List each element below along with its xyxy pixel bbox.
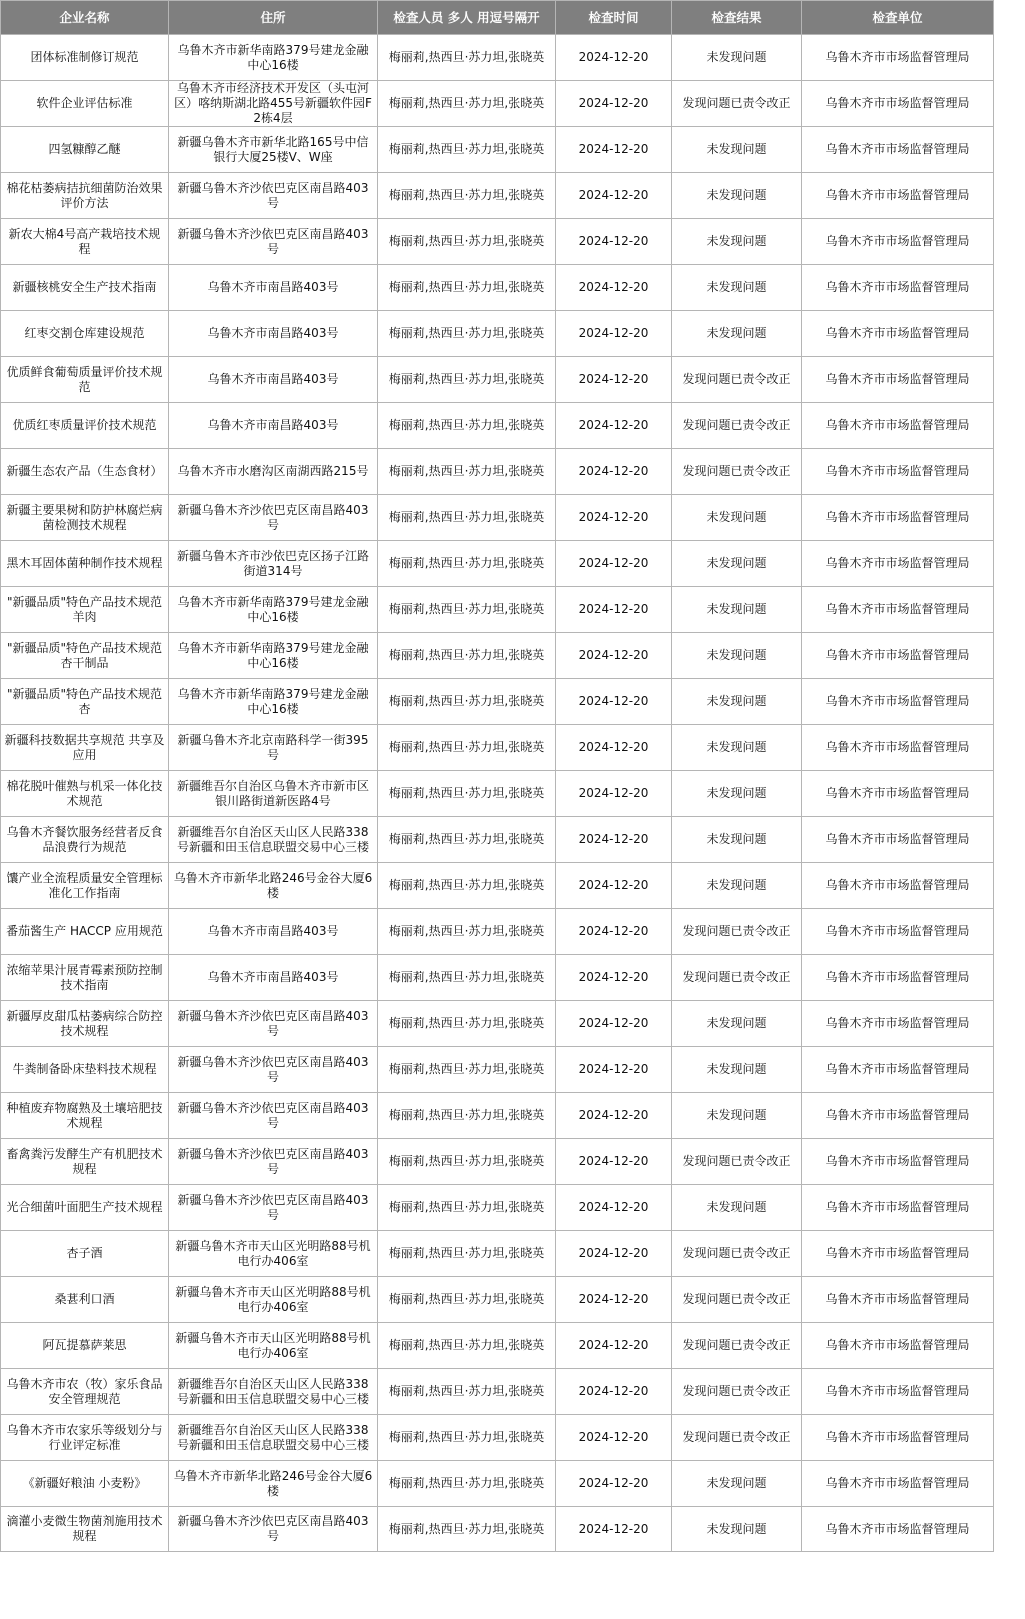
cell-inspection-result: 未发现问题: [672, 219, 802, 265]
cell-inspection-date: 2024-12-20: [556, 495, 672, 541]
cell-inspectors: 梅丽莉,热西旦·苏力坦,张晓英: [378, 955, 556, 1001]
cell-inspectors: 梅丽莉,热西旦·苏力坦,张晓英: [378, 35, 556, 81]
cell-inspection-result: 未发现问题: [672, 587, 802, 633]
cell-address: 新疆乌鲁木齐沙依巴克区南昌路403号: [169, 495, 378, 541]
cell-inspection-unit: 乌鲁木齐市市场监督管理局: [802, 725, 994, 771]
cell-address: 乌鲁木齐市南昌路403号: [169, 955, 378, 1001]
cell-company-name: 杏子酒: [1, 1231, 169, 1277]
cell-inspection-unit: 乌鲁木齐市市场监督管理局: [802, 357, 994, 403]
cell-inspection-unit: 乌鲁木齐市市场监督管理局: [802, 909, 994, 955]
cell-inspection-date: 2024-12-20: [556, 817, 672, 863]
cell-inspectors: 梅丽莉,热西旦·苏力坦,张晓英: [378, 265, 556, 311]
table-row: [1, 817, 994, 863]
cell-company-name: 番茄酱生产 HACCP 应用规范: [1, 909, 169, 955]
cell-inspection-date: 2024-12-20: [556, 1369, 672, 1415]
cell-company-name: 新疆核桃安全生产技术指南: [1, 265, 169, 311]
cell-inspection-date: 2024-12-20: [556, 173, 672, 219]
cell-inspectors: 梅丽莉,热西旦·苏力坦,张晓英: [378, 771, 556, 817]
cell-address: 新疆维吾尔自治区天山区人民路338号新疆和田玉信息联盟交易中心三楼: [169, 817, 378, 863]
cell-company-name: 乌鲁木齐市农（牧）家乐食品安全管理规范: [1, 1369, 169, 1415]
cell-address: 新疆乌鲁木齐市天山区光明路88号机电行办406室: [169, 1323, 378, 1369]
cell-inspection-date: 2024-12-20: [556, 1323, 672, 1369]
table-row: [1, 1277, 994, 1323]
cell-company-name: 新农大棉4号高产栽培技术规程: [1, 219, 169, 265]
table-row: [1, 357, 994, 403]
header-company-name: 企业名称: [1, 1, 169, 35]
cell-inspection-unit: 乌鲁木齐市市场监督管理局: [802, 1415, 994, 1461]
cell-inspection-result: 未发现问题: [672, 265, 802, 311]
cell-inspection-unit: 乌鲁木齐市市场监督管理局: [802, 495, 994, 541]
cell-inspection-result: 未发现问题: [672, 1461, 802, 1507]
cell-inspectors: 梅丽莉,热西旦·苏力坦,张晓英: [378, 1001, 556, 1047]
cell-inspectors: 梅丽莉,热西旦·苏力坦,张晓英: [378, 495, 556, 541]
cell-inspection-unit: 乌鲁木齐市市场监督管理局: [802, 817, 994, 863]
cell-company-name: 四氢糠醇乙醚: [1, 127, 169, 173]
cell-inspectors: 梅丽莉,热西旦·苏力坦,张晓英: [378, 1185, 556, 1231]
cell-inspection-unit: 乌鲁木齐市市场监督管理局: [802, 1277, 994, 1323]
cell-company-name: 团体标准制修订规范: [1, 35, 169, 81]
table-row: [1, 1093, 994, 1139]
cell-company-name: 馕产业全流程质量安全管理标准化工作指南: [1, 863, 169, 909]
cell-company-name: 《新疆好粮油 小麦粉》: [1, 1461, 169, 1507]
table-row: [1, 403, 994, 449]
cell-inspection-result: 未发现问题: [672, 127, 802, 173]
cell-inspection-date: 2024-12-20: [556, 1507, 672, 1552]
cell-inspection-date: 2024-12-20: [556, 541, 672, 587]
header-inspection-unit: 检查单位: [802, 1, 994, 35]
cell-inspection-unit: 乌鲁木齐市市场监督管理局: [802, 679, 994, 725]
table-row: [1, 127, 994, 173]
table-row: [1, 679, 994, 725]
cell-address: 新疆乌鲁木齐沙依巴克区南昌路403号: [169, 1185, 378, 1231]
header-inspectors: 检查人员 多人 用逗号隔开: [378, 1, 556, 35]
cell-inspection-result: 发现问题已责令改正: [672, 955, 802, 1001]
cell-inspection-date: 2024-12-20: [556, 909, 672, 955]
table-row: [1, 173, 994, 219]
header-address: 住所: [169, 1, 378, 35]
table-row: [1, 1507, 994, 1552]
cell-inspection-result: 发现问题已责令改正: [672, 1231, 802, 1277]
cell-address: 新疆乌鲁木齐市天山区光明路88号机电行办406室: [169, 1231, 378, 1277]
cell-inspection-date: 2024-12-20: [556, 265, 672, 311]
cell-inspection-unit: 乌鲁木齐市市场监督管理局: [802, 35, 994, 81]
cell-inspectors: 梅丽莉,热西旦·苏力坦,张晓英: [378, 403, 556, 449]
cell-inspection-date: 2024-12-20: [556, 1093, 672, 1139]
cell-inspectors: 梅丽莉,热西旦·苏力坦,张晓英: [378, 173, 556, 219]
cell-inspection-result: 发现问题已责令改正: [672, 1415, 802, 1461]
cell-address: 乌鲁木齐市南昌路403号: [169, 357, 378, 403]
table-row: [1, 1001, 994, 1047]
cell-inspection-unit: 乌鲁木齐市市场监督管理局: [802, 1461, 994, 1507]
cell-inspectors: 梅丽莉,热西旦·苏力坦,张晓英: [378, 725, 556, 771]
cell-company-name: 种植废弃物腐熟及土壤培肥技术规程: [1, 1093, 169, 1139]
cell-inspection-result: 未发现问题: [672, 35, 802, 81]
cell-company-name: 红枣交割仓库建设规范: [1, 311, 169, 357]
cell-inspection-unit: 乌鲁木齐市市场监督管理局: [802, 1001, 994, 1047]
cell-company-name: 桑葚利口酒: [1, 1277, 169, 1323]
cell-inspection-date: 2024-12-20: [556, 127, 672, 173]
cell-inspection-date: 2024-12-20: [556, 81, 672, 127]
cell-inspectors: 梅丽莉,热西旦·苏力坦,张晓英: [378, 357, 556, 403]
cell-inspection-result: 未发现问题: [672, 173, 802, 219]
cell-inspection-unit: 乌鲁木齐市市场监督管理局: [802, 173, 994, 219]
table-row: [1, 725, 994, 771]
cell-inspection-unit: 乌鲁木齐市市场监督管理局: [802, 1507, 994, 1552]
cell-inspection-result: 未发现问题: [672, 633, 802, 679]
cell-address: 乌鲁木齐市南昌路403号: [169, 909, 378, 955]
cell-inspection-date: 2024-12-20: [556, 863, 672, 909]
cell-inspection-result: 未发现问题: [672, 679, 802, 725]
cell-address: 乌鲁木齐市新华南路379号建龙金融中心16楼: [169, 679, 378, 725]
table-row: [1, 541, 994, 587]
cell-inspection-result: 发现问题已责令改正: [672, 909, 802, 955]
table-row: [1, 219, 994, 265]
cell-inspection-unit: 乌鲁木齐市市场监督管理局: [802, 311, 994, 357]
cell-company-name: 新疆科技数据共享规范 共享及应用: [1, 725, 169, 771]
cell-address: 乌鲁木齐市南昌路403号: [169, 265, 378, 311]
cell-company-name: 畜禽粪污发酵生产有机肥技术规程: [1, 1139, 169, 1185]
table-row: [1, 633, 994, 679]
cell-address: 新疆乌鲁木齐沙依巴克区南昌路403号: [169, 1507, 378, 1552]
cell-company-name: 滴灌小麦微生物菌剂施用技术规程: [1, 1507, 169, 1552]
cell-inspection-unit: 乌鲁木齐市市场监督管理局: [802, 541, 994, 587]
cell-inspection-unit: 乌鲁木齐市市场监督管理局: [802, 81, 994, 127]
table-row: [1, 1047, 994, 1093]
cell-inspectors: 梅丽莉,热西旦·苏力坦,张晓英: [378, 1369, 556, 1415]
cell-inspection-unit: 乌鲁木齐市市场监督管理局: [802, 127, 994, 173]
cell-address: 乌鲁木齐市新华北路246号金谷大厦6楼: [169, 863, 378, 909]
cell-inspection-date: 2024-12-20: [556, 219, 672, 265]
cell-inspection-date: 2024-12-20: [556, 633, 672, 679]
cell-inspectors: 梅丽莉,热西旦·苏力坦,张晓英: [378, 1231, 556, 1277]
cell-inspectors: 梅丽莉,热西旦·苏力坦,张晓英: [378, 311, 556, 357]
cell-address: 乌鲁木齐市水磨沟区南湖西路215号: [169, 449, 378, 495]
cell-address: 新疆乌鲁木齐沙依巴克区南昌路403号: [169, 1001, 378, 1047]
cell-inspectors: 梅丽莉,热西旦·苏力坦,张晓英: [378, 81, 556, 127]
cell-inspection-unit: 乌鲁木齐市市场监督管理局: [802, 1139, 994, 1185]
table-row: [1, 265, 994, 311]
cell-inspection-result: 未发现问题: [672, 725, 802, 771]
cell-inspection-date: 2024-12-20: [556, 587, 672, 633]
cell-inspection-unit: 乌鲁木齐市市场监督管理局: [802, 1231, 994, 1277]
cell-inspection-result: 未发现问题: [672, 1507, 802, 1552]
cell-inspectors: 梅丽莉,热西旦·苏力坦,张晓英: [378, 863, 556, 909]
cell-company-name: 乌鲁木齐市农家乐等级划分与行业评定标准: [1, 1415, 169, 1461]
cell-inspection-result: 未发现问题: [672, 311, 802, 357]
cell-inspection-unit: 乌鲁木齐市市场监督管理局: [802, 1323, 994, 1369]
cell-inspection-result: 发现问题已责令改正: [672, 449, 802, 495]
cell-inspection-date: 2024-12-20: [556, 679, 672, 725]
cell-inspectors: 梅丽莉,热西旦·苏力坦,张晓英: [378, 219, 556, 265]
cell-inspectors: 梅丽莉,热西旦·苏力坦,张晓英: [378, 127, 556, 173]
cell-inspection-result: 未发现问题: [672, 1001, 802, 1047]
table-row: [1, 863, 994, 909]
table-row: [1, 1323, 994, 1369]
cell-inspection-unit: 乌鲁木齐市市场监督管理局: [802, 265, 994, 311]
table-row: [1, 495, 994, 541]
cell-inspection-result: 发现问题已责令改正: [672, 1277, 802, 1323]
cell-inspectors: 梅丽莉,热西旦·苏力坦,张晓英: [378, 633, 556, 679]
cell-company-name: 黑木耳固体菌种制作技术规程: [1, 541, 169, 587]
cell-inspection-result: 发现问题已责令改正: [672, 1139, 802, 1185]
table-body: [1, 35, 994, 1552]
table-row: [1, 1139, 994, 1185]
cell-inspection-date: 2024-12-20: [556, 1461, 672, 1507]
cell-address: 乌鲁木齐市南昌路403号: [169, 403, 378, 449]
cell-inspection-unit: 乌鲁木齐市市场监督管理局: [802, 771, 994, 817]
cell-address: 新疆维吾尔自治区天山区人民路338号新疆和田玉信息联盟交易中心三楼: [169, 1415, 378, 1461]
cell-inspection-date: 2024-12-20: [556, 1415, 672, 1461]
cell-inspection-date: 2024-12-20: [556, 449, 672, 495]
header-inspection-result: 检查结果: [672, 1, 802, 35]
cell-company-name: "新疆品质"特色产品技术规范 羊肉: [1, 587, 169, 633]
cell-address: 新疆乌鲁木齐市天山区光明路88号机电行办406室: [169, 1277, 378, 1323]
cell-company-name: 新疆厚皮甜瓜枯萎病综合防控技术规程: [1, 1001, 169, 1047]
table-row: [1, 311, 994, 357]
cell-company-name: 光合细菌叶面肥生产技术规程: [1, 1185, 169, 1231]
cell-address: 新疆乌鲁木齐沙依巴克区南昌路403号: [169, 1047, 378, 1093]
header-inspection-date: 检查时间: [556, 1, 672, 35]
cell-address: 新疆乌鲁木齐沙依巴克区南昌路403号: [169, 1093, 378, 1139]
cell-address: 新疆乌鲁木齐沙依巴克区南昌路403号: [169, 173, 378, 219]
cell-inspection-date: 2024-12-20: [556, 955, 672, 1001]
cell-inspectors: 梅丽莉,热西旦·苏力坦,张晓英: [378, 1277, 556, 1323]
cell-inspection-unit: 乌鲁木齐市市场监督管理局: [802, 1185, 994, 1231]
cell-inspection-date: 2024-12-20: [556, 35, 672, 81]
cell-company-name: 棉花枯萎病拮抗细菌防治效果评价方法: [1, 173, 169, 219]
cell-address: 新疆维吾尔自治区天山区人民路338号新疆和田玉信息联盟交易中心三楼: [169, 1369, 378, 1415]
cell-inspectors: 梅丽莉,热西旦·苏力坦,张晓英: [378, 679, 556, 725]
cell-address: 乌鲁木齐市新华北路246号金谷大厦6楼: [169, 1461, 378, 1507]
cell-address: 新疆乌鲁木齐沙依巴克区南昌路403号: [169, 1139, 378, 1185]
cell-inspection-unit: 乌鲁木齐市市场监督管理局: [802, 1369, 994, 1415]
cell-address: 乌鲁木齐市新华南路379号建龙金融中心16楼: [169, 587, 378, 633]
cell-inspection-result: 未发现问题: [672, 541, 802, 587]
cell-address: 乌鲁木齐市南昌路403号: [169, 311, 378, 357]
cell-company-name: 牛粪制备卧床垫料技术规程: [1, 1047, 169, 1093]
cell-address: 新疆乌鲁木齐沙依巴克区南昌路403号: [169, 219, 378, 265]
cell-company-name: 棉花脱叶催熟与机采一体化技术规范: [1, 771, 169, 817]
cell-inspection-date: 2024-12-20: [556, 1139, 672, 1185]
cell-company-name: 乌鲁木齐餐饮服务经营者反食品浪费行为规范: [1, 817, 169, 863]
cell-company-name: "新疆品质"特色产品技术规范 杏干制品: [1, 633, 169, 679]
cell-company-name: 浓缩苹果汁展青霉素预防控制技术指南: [1, 955, 169, 1001]
cell-inspection-result: 未发现问题: [672, 1185, 802, 1231]
table-header: [1, 1, 994, 35]
cell-inspection-date: 2024-12-20: [556, 1185, 672, 1231]
cell-inspectors: 梅丽莉,热西旦·苏力坦,张晓英: [378, 1093, 556, 1139]
header-row: [1, 1, 994, 35]
cell-inspection-result: 未发现问题: [672, 1047, 802, 1093]
cell-inspection-result: 发现问题已责令改正: [672, 1323, 802, 1369]
cell-inspection-unit: 乌鲁木齐市市场监督管理局: [802, 1047, 994, 1093]
cell-inspection-date: 2024-12-20: [556, 1231, 672, 1277]
cell-company-name: 新疆生态农产品（生态食材）: [1, 449, 169, 495]
cell-address: 新疆乌鲁木齐北京南路科学一街395号: [169, 725, 378, 771]
table-row: [1, 1231, 994, 1277]
cell-address: 新疆乌鲁木齐市新华北路165号中信银行大厦25楼V、W座: [169, 127, 378, 173]
cell-company-name: 软件企业评估标准: [1, 81, 169, 127]
cell-inspection-unit: 乌鲁木齐市市场监督管理局: [802, 587, 994, 633]
cell-address: 乌鲁木齐市新华南路379号建龙金融中心16楼: [169, 633, 378, 679]
cell-company-name: 优质鲜食葡萄质量评价技术规范: [1, 357, 169, 403]
table-row: [1, 81, 994, 127]
cell-inspection-date: 2024-12-20: [556, 1047, 672, 1093]
cell-company-name: 新疆主要果树和防护林腐烂病菌检测技术规程: [1, 495, 169, 541]
table-row: [1, 771, 994, 817]
cell-inspectors: 梅丽莉,热西旦·苏力坦,张晓英: [378, 449, 556, 495]
cell-inspection-unit: 乌鲁木齐市市场监督管理局: [802, 219, 994, 265]
cell-inspection-result: 未发现问题: [672, 1093, 802, 1139]
table-row: [1, 35, 994, 81]
cell-company-name: "新疆品质"特色产品技术规范 杏: [1, 679, 169, 725]
cell-inspection-date: 2024-12-20: [556, 403, 672, 449]
cell-inspectors: 梅丽莉,热西旦·苏力坦,张晓英: [378, 1047, 556, 1093]
cell-inspection-result: 发现问题已责令改正: [672, 403, 802, 449]
cell-inspection-result: 发现问题已责令改正: [672, 81, 802, 127]
cell-inspection-result: 发现问题已责令改正: [672, 357, 802, 403]
table-row: [1, 1185, 994, 1231]
cell-inspectors: 梅丽莉,热西旦·苏力坦,张晓英: [378, 1461, 556, 1507]
cell-inspectors: 梅丽莉,热西旦·苏力坦,张晓英: [378, 1139, 556, 1185]
cell-inspectors: 梅丽莉,热西旦·苏力坦,张晓英: [378, 1415, 556, 1461]
cell-inspection-result: 发现问题已责令改正: [672, 1369, 802, 1415]
cell-inspectors: 梅丽莉,热西旦·苏力坦,张晓英: [378, 909, 556, 955]
cell-address: 新疆维吾尔自治区乌鲁木齐市新市区银川路街道新医路4号: [169, 771, 378, 817]
cell-inspection-result: 未发现问题: [672, 771, 802, 817]
cell-inspection-unit: 乌鲁木齐市市场监督管理局: [802, 403, 994, 449]
cell-company-name: 优质红枣质量评价技术规范: [1, 403, 169, 449]
table-row: [1, 1369, 994, 1415]
cell-address: 新疆乌鲁木齐市沙依巴克区扬子江路街道314号: [169, 541, 378, 587]
cell-inspectors: 梅丽莉,热西旦·苏力坦,张晓英: [378, 1323, 556, 1369]
cell-inspection-result: 未发现问题: [672, 863, 802, 909]
cell-inspection-unit: 乌鲁木齐市市场监督管理局: [802, 1093, 994, 1139]
table-row: [1, 955, 994, 1001]
table-row: [1, 909, 994, 955]
cell-inspection-result: 未发现问题: [672, 495, 802, 541]
cell-address: 乌鲁木齐市新华南路379号建龙金融中心16楼: [169, 35, 378, 81]
cell-inspection-date: 2024-12-20: [556, 311, 672, 357]
cell-inspectors: 梅丽莉,热西旦·苏力坦,张晓英: [378, 587, 556, 633]
cell-inspection-unit: 乌鲁木齐市市场监督管理局: [802, 449, 994, 495]
table-row: [1, 1461, 994, 1507]
cell-company-name: 阿瓦提慕萨莱思: [1, 1323, 169, 1369]
cell-inspection-unit: 乌鲁木齐市市场监督管理局: [802, 633, 994, 679]
cell-inspection-date: 2024-12-20: [556, 1001, 672, 1047]
cell-inspection-date: 2024-12-20: [556, 725, 672, 771]
table-row: [1, 587, 994, 633]
cell-inspection-date: 2024-12-20: [556, 771, 672, 817]
cell-inspection-date: 2024-12-20: [556, 357, 672, 403]
cell-inspection-date: 2024-12-20: [556, 1277, 672, 1323]
table-row: [1, 1415, 994, 1461]
cell-inspection-unit: 乌鲁木齐市市场监督管理局: [802, 955, 994, 1001]
cell-inspectors: 梅丽莉,热西旦·苏力坦,张晓英: [378, 541, 556, 587]
cell-inspectors: 梅丽莉,热西旦·苏力坦,张晓英: [378, 817, 556, 863]
cell-inspection-unit: 乌鲁木齐市市场监督管理局: [802, 863, 994, 909]
cell-inspectors: 梅丽莉,热西旦·苏力坦,张晓英: [378, 1507, 556, 1552]
cell-inspection-result: 未发现问题: [672, 817, 802, 863]
cell-address: 乌鲁木齐市经济技术开发区（头屯河区）喀纳斯湖北路455号新疆软件园F2栋4层: [169, 81, 378, 127]
table-row: [1, 449, 994, 495]
